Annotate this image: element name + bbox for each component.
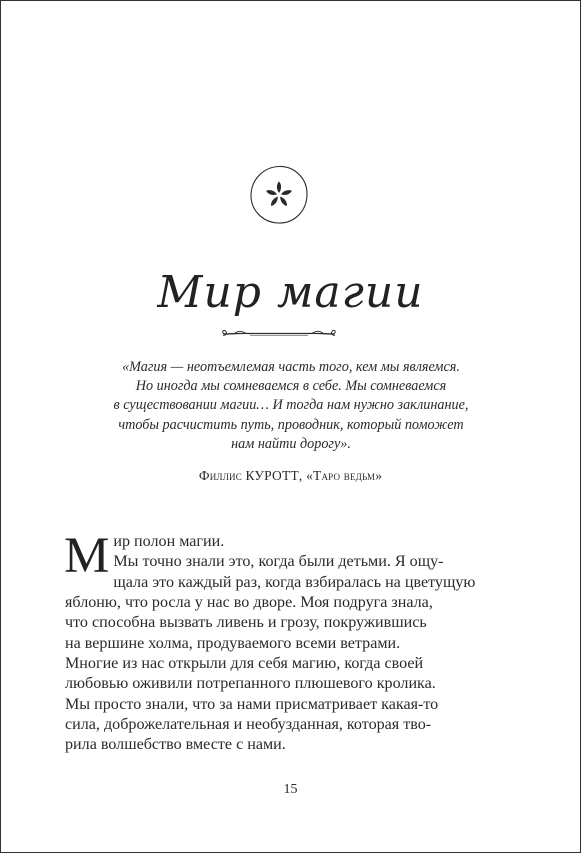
flower-in-circle-icon <box>248 164 310 226</box>
epigraph-line: чтобы расчистить путь, проводник, который поможет <box>118 416 464 433</box>
chapter-title: Мир магии <box>157 267 424 318</box>
epigraph-quote <box>61 358 521 454</box>
epigraph-line: нам найти дорогу». <box>231 435 351 452</box>
body-line: Многие из нас открыли для себя магию, когда своей <box>65 655 424 673</box>
body-paragraph <box>64 528 525 756</box>
epigraph-author: Филлис КУРОТТ <box>198 468 299 483</box>
body-line: Мы точно знали это, когда были детьми. Я ощу- <box>113 553 444 571</box>
body-line: Мы просто знали, что за нами присматривает какая-то <box>65 695 439 713</box>
body-line: щала это каждый раз, когда взбиралась на цветущую <box>113 573 476 591</box>
body-line: ир полон магии. <box>113 533 225 550</box>
body-line: яблоню, что росла у нас во дворе. Моя подруга знала, <box>65 594 433 612</box>
epigraph-attribution: Филлис КУРОТТ, «Таро ведьм» <box>198 468 383 483</box>
body-line: рила волшебство вместе с нами. <box>65 736 286 754</box>
epigraph-line: Но иногда мы сомневаемся в себе. Мы сомневаемся <box>135 378 447 395</box>
epigraph-line: «Магия — неотъемлемая часть того, кем мы являемся. <box>122 359 460 375</box>
body-line: что способна вызвать ливень и грозу, покружившись <box>65 614 427 632</box>
body-line: на вершине холма, продуваемого всеми ветрами. <box>65 634 401 652</box>
body-line: сила, доброжелательная и необузданная, которая тво- <box>65 716 432 734</box>
page-number: 15 <box>283 782 298 797</box>
body-line: любовью оживили потрепанного плюшевого кролика. <box>65 675 436 693</box>
epigraph-line: в существовании магии… И тогда нам нужно заклинание, <box>113 397 469 414</box>
epigraph-book-title: «Таро ведьм» <box>306 468 383 483</box>
ornamental-divider-icon <box>220 327 338 341</box>
drop-cap: М <box>64 528 110 584</box>
